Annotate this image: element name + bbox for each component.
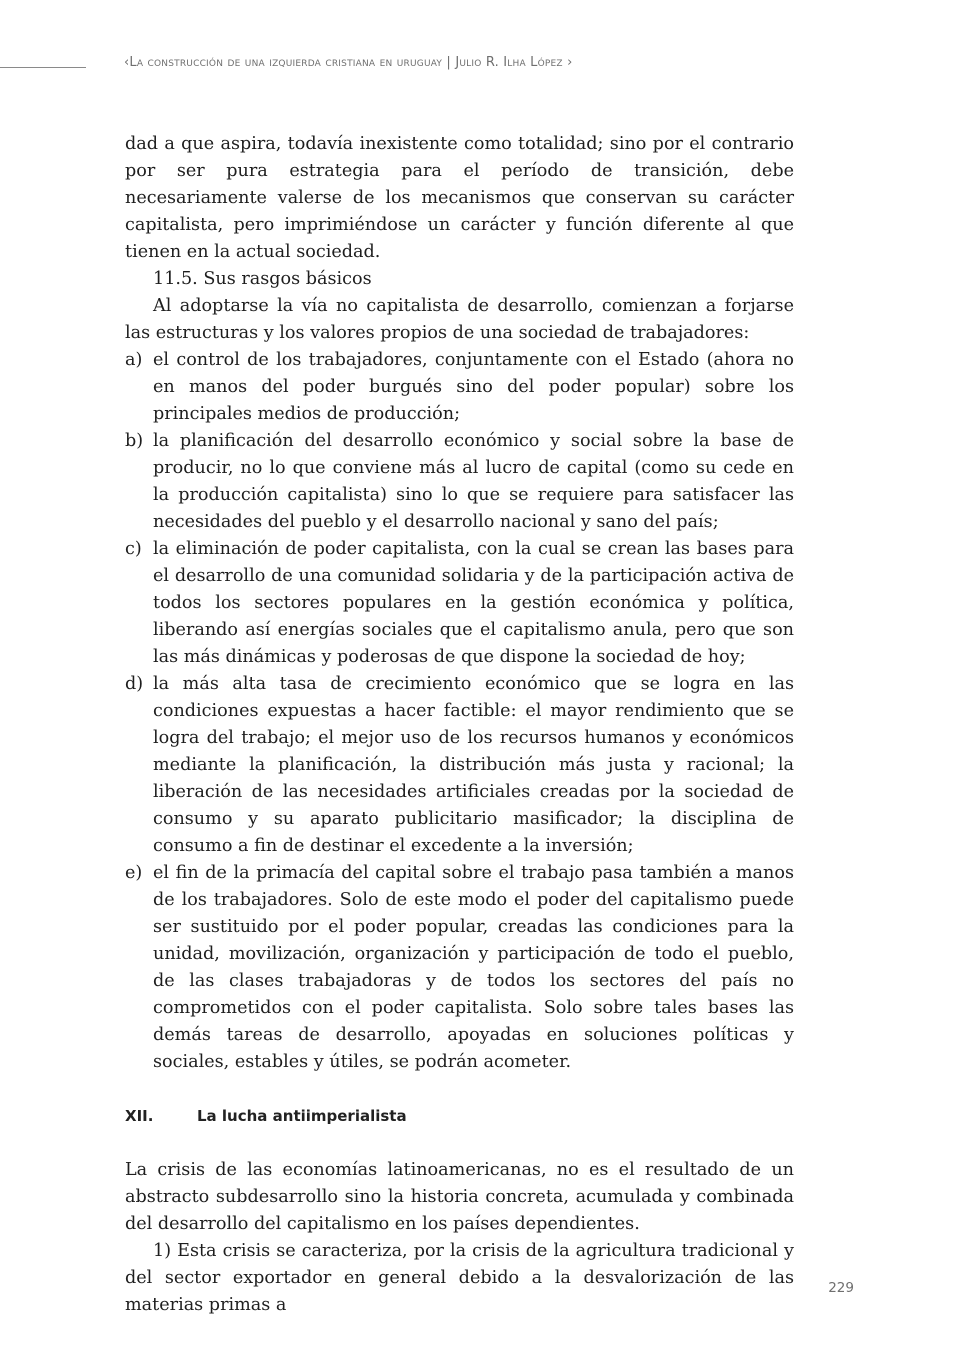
- paragraph: La crisis de las economías latinoamericanas, no es el resultado de un abstracto subdesarrollo sino la historia concreta, acumulada y combinada del desarrollo del capitalismo en los países dependientes.: [125, 1160, 794, 1234]
- list-item-label: a): [125, 350, 143, 370]
- list-item-label: e): [125, 863, 143, 883]
- list-item: [125, 347, 794, 428]
- list-item-label: c): [125, 539, 142, 559]
- list-item: [125, 671, 794, 860]
- section-number: XII.: [125, 1107, 154, 1125]
- paragraph: 1) Esta crisis se caracteriza, por la crisis de la agricultura tradicional y del sector exportador en general debido a la desvalorización de las materias primas a: [125, 1241, 794, 1315]
- list-item-text: la más alta tasa de crecimiento económico que se logra en las condiciones expuestas a hacer factible: el mayor rendimiento que se logra del trabajo; el mejor uso de los recursos humanos y económicos mediante la planificación, la distribución más justa y racional; la liberación de las necesidades artificiales creadas por la sociedad de consumo y su aparato publicitario masificador; la disciplina de consumo a fin de destinar el excedente a la inversión;: [153, 674, 794, 856]
- subsection-heading: 11.5. Sus rasgos básicos: [153, 269, 372, 289]
- list-item-text: el fin de la primacía del capital sobre el trabajo pasa también a manos de los trabajadores. Solo de este modo el poder del capitalismo puede ser sustituido por el poder popular, creadas las condiciones para la unidad, movilización, organización y participación de todo el pueblo, de las clases trabajadoras y de todos los sectores del país no comprometidos con el poder capitalista. Solo sobre tales bases las demás tareas de desarrollo, apoyadas en soluciones políticas y sociales, estables y útiles, se podrán acometer.: [153, 863, 794, 1072]
- paragraph-intro: Al adoptarse la vía no capitalista de desarrollo, comienzan a forjarse las estructuras y los valores propios de una sociedad de trabajadores:: [125, 296, 794, 343]
- running-header: [0, 55, 964, 75]
- list-item-text: la eliminación de poder capitalista, con la cual se crean las bases para el desarrollo de una comunidad solidaria y de la participación activa de todos los sectores populares en la gestión económica y política, liberando así energías sociales que el capitalismo anula, pero que son las más dinámicas y poderosas de que dispone la sociedad de hoy;: [153, 539, 794, 667]
- list-item: [125, 536, 794, 671]
- list-item-text: la planificación del desarrollo económico y social sobre la base de producir, no lo que conviene más al lucro de capital (como su cede en la producción capitalista) sino lo que se requiere para satisfacer las necesidades del pueblo y el desarrollo nacional y sano del país;: [153, 431, 794, 532]
- list-item: [125, 860, 794, 1076]
- list-item-text: el control de los trabajadores, conjuntamente con el Estado (ahora no en manos del poder burgués sino del poder popular) sobre los principales medios de producción;: [153, 350, 794, 424]
- page-number: 229: [828, 1280, 854, 1296]
- list-item-label: b): [125, 431, 144, 451]
- paragraph-continuation: dad a que aspira, todavía inexistente como totalidad; sino por el contrario por ser pura estrategia para el período de transición, debe necesariamente valerse de los mecanismos que conservan su carácter capitalista, pero imprimiéndose un carácter y función diferente al que tienen en la actual sociedad.: [125, 134, 794, 262]
- section-heading: [125, 1103, 794, 1130]
- section-title: La lucha antiimperialista: [197, 1107, 407, 1125]
- running-title: ‹La construcción de una izquierda cristiana en uruguay | Julio R. Ilha López ›: [124, 55, 573, 70]
- list-item-label: d): [125, 674, 144, 694]
- header-rule: [0, 67, 86, 68]
- body-text: [125, 131, 794, 1319]
- list-item: [125, 428, 794, 536]
